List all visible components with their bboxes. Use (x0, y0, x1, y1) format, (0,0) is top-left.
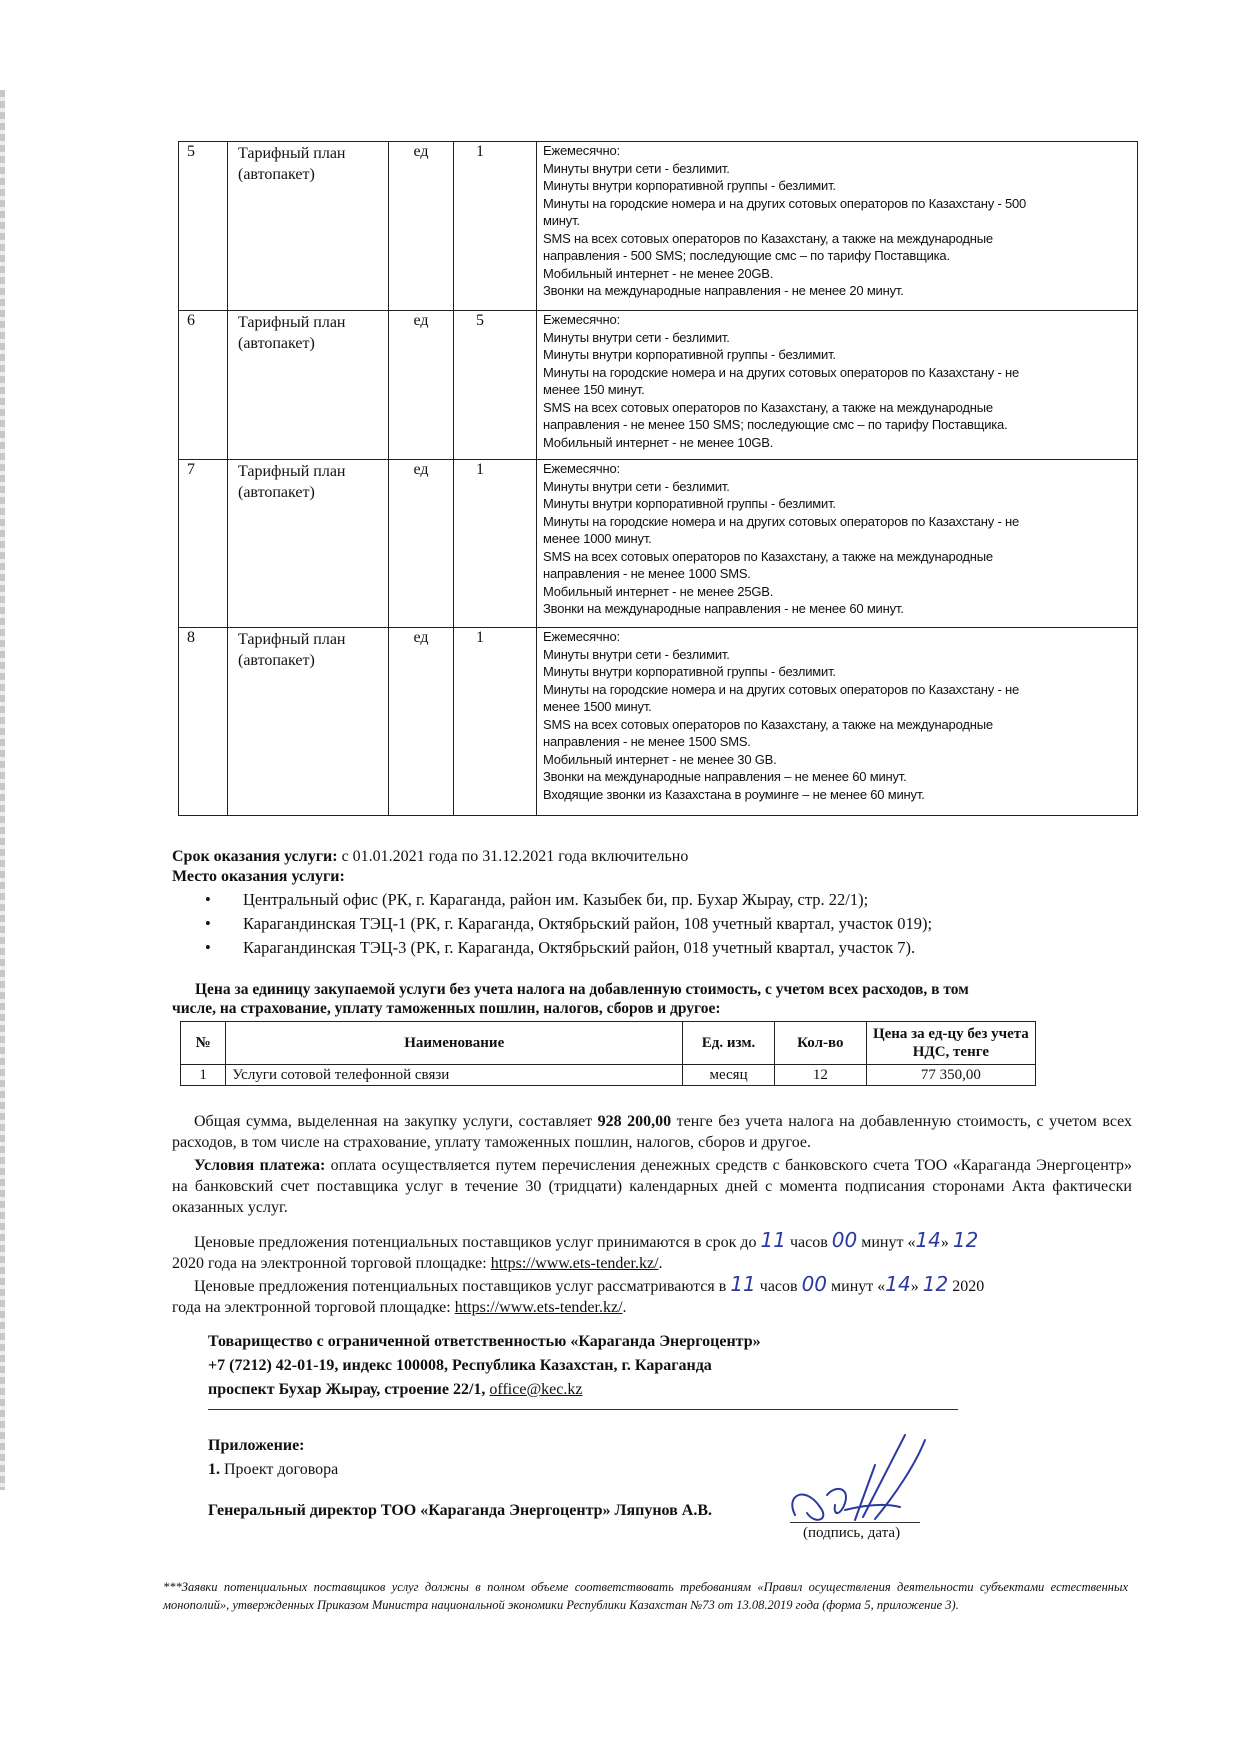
price-heading: Цена за единицу закупаемой услуги без учета налога на добавленную стоимость, с учетом всех расходов, в том (195, 981, 969, 998)
payment-terms-paragraph (172, 1155, 1132, 1218)
handwritten-minute: 00 (831, 1228, 858, 1252)
review-text: часов (755, 1278, 802, 1295)
appendix-number: 1. (208, 1461, 220, 1478)
acceptance-text: . (658, 1255, 663, 1272)
handwritten-month: 12 (952, 1228, 979, 1252)
col-header: Ед. изм. (683, 1022, 775, 1065)
handwritten-day: 14 (915, 1228, 941, 1252)
acceptance-text: минут « (857, 1234, 916, 1251)
footnote: ***Заявки потенциальных поставщиков услуг должны в полном объеме соответствовать требованиям «Правил осуществления деятельности субъектами естественных монополий», утвержденных Приказом Министра национальной экономики Республики Казахстан №73 от 13.08.2019 года (форма 5, приложение 3). (163, 1580, 1128, 1612)
handwritten-month: 12 (922, 1272, 949, 1296)
service-term (172, 846, 688, 867)
handwritten-hour: 11 (730, 1272, 756, 1296)
list-item: • Карагандинская ТЭЦ-1 (РК, г. Караганда, Октябрьский район, 108 учетный квартал, участок 019); (205, 912, 932, 936)
review-text: года на электронной торговой площадке: (172, 1299, 455, 1316)
table-cell: Услуги сотовой телефонной связи (226, 1065, 683, 1086)
row-unit: ед (389, 460, 454, 628)
row-name: Тарифный план (автопакет) (228, 142, 389, 311)
row-description (537, 311, 1138, 460)
review-paragraph (172, 1274, 1132, 1318)
total-text-end: тенге без учета налога на добавленную стоимость, с учетом всех расходов, в том числе на страхование, уплату таможенных пошлин, налогов, сборов и другое. (172, 1113, 1133, 1151)
desc-line: Минуты на городские номера и на других сотовых операторов по Казахстану - не (543, 364, 1020, 380)
desc-line: Минуты внутри корпоративной группы - безлимит. (543, 347, 836, 362)
table-row (179, 142, 1138, 311)
handwritten-minute: 00 (801, 1272, 828, 1296)
desc-line: Мобильный интернет - не менее 25GB. (543, 583, 774, 599)
desc-line: Минуты внутри корпоративной группы - безлимит. (543, 664, 836, 679)
row-number: 6 (179, 311, 228, 460)
desc-line: Мобильный интернет - не менее 10GB. (543, 434, 774, 450)
places-list (205, 888, 932, 960)
row-unit: ед (389, 311, 454, 460)
desc-line: Минуты на городские номера и на других сотовых операторов по Казахстану - 500 (543, 195, 1027, 211)
desc-line: Звонки на международные направления - не менее 20 минут. (543, 283, 904, 298)
col-header: Наименование (226, 1022, 683, 1065)
desc-line: Мобильный интернет - не менее 20GB. (543, 265, 774, 281)
desc-line: Минуты на городские номера и на других сотовых операторов по Казахстану - не (543, 681, 1020, 697)
scan-edge (0, 90, 5, 1490)
desc-line: направления - не менее 1500 SMS. (543, 734, 751, 749)
handwritten-hour: 11 (760, 1228, 786, 1252)
table-row (181, 1065, 1036, 1086)
desc-line: менее 150 минут. (543, 382, 645, 397)
appendix-block (208, 1434, 338, 1482)
row-qty: 1 (454, 460, 537, 628)
table-cell: 1 (181, 1065, 226, 1086)
table-row (179, 628, 1138, 816)
company-address-text: проспект Бухар Жырау, строение 22/1, (208, 1381, 490, 1398)
acceptance-text: Ценовые предложения потенциальных поставщиков услуг принимаются в срок до (194, 1234, 761, 1251)
row-description (537, 628, 1138, 816)
total-amount-paragraph (172, 1111, 1132, 1153)
desc-line: Минуты на городские номера и на других сотовых операторов по Казахстану - не (543, 513, 1020, 529)
ets-tender-link[interactable]: https://www.ets-tender.kz/ (454, 1299, 623, 1316)
desc-line: Минуты внутри сети - безлимит. (543, 646, 730, 662)
divider (208, 1409, 958, 1410)
row-description (537, 142, 1138, 311)
row-description (537, 460, 1138, 628)
desc-line: Звонки на международные направления - не менее 60 минут. (543, 601, 904, 616)
desc-line: Ежемесячно: (543, 143, 620, 158)
price-table (180, 1021, 1036, 1086)
ets-tender-link[interactable]: https://www.ets-tender.kz/ (490, 1255, 659, 1272)
acceptance-paragraph (172, 1230, 1132, 1274)
table-cell: 77 350,00 (866, 1065, 1035, 1086)
table-cell: 12 (774, 1065, 866, 1086)
desc-line: SMS на всех сотовых операторов по Казахстану, а также на международные (543, 716, 993, 732)
desc-line: Минуты внутри корпоративной группы - безлимит. (543, 178, 836, 193)
company-email-link[interactable]: office@kec.kz (489, 1381, 583, 1398)
appendix-label: Приложение: (208, 1437, 305, 1454)
desc-line: направления - 500 SMS; последующие смс – по тарифу Поставщика. (543, 248, 950, 263)
signature-image (775, 1425, 955, 1535)
payment-label: Условия платежа: (194, 1157, 326, 1174)
desc-line: Ежемесячно: (543, 312, 620, 327)
desc-line: Входящие звонки из Казахстана в роуминге – не менее 60 минут. (543, 786, 925, 802)
appendix-text: Проект договора (220, 1461, 339, 1478)
service-term-text: с 01.01.2021 года по 31.12.2021 года включительно (337, 848, 689, 865)
handwritten-day: 14 (885, 1272, 911, 1296)
tariff-table (178, 141, 1138, 816)
row-unit: ед (389, 628, 454, 816)
total-amount: 928 200,00 (597, 1113, 672, 1130)
row-number: 7 (179, 460, 228, 628)
desc-line: менее 1000 минут. (543, 531, 652, 546)
review-text: » (910, 1278, 923, 1295)
company-block (208, 1330, 761, 1402)
review-text: 2020 (948, 1278, 985, 1295)
row-unit: ед (389, 142, 454, 311)
col-header: Цена за ед-цу без учета НДС, тенге (866, 1022, 1035, 1065)
table-row (179, 311, 1138, 460)
total-text: Общая сумма, выделенная на закупку услуги, составляет (194, 1113, 598, 1130)
company-address (208, 1378, 761, 1402)
row-qty: 1 (454, 142, 537, 311)
row-name: Тарифный план (автопакет) (228, 460, 389, 628)
row-name: Тарифный план (автопакет) (228, 628, 389, 816)
acceptance-text: часов (785, 1234, 832, 1251)
desc-line: Минуты внутри сети - безлимит. (543, 160, 730, 176)
row-qty: 5 (454, 311, 537, 460)
desc-line: Мобильный интернет - не менее 30 GB. (543, 751, 777, 767)
desc-line: направления - не менее 1000 SMS. (543, 566, 751, 581)
payment-text: оплата осуществляется путем перечисления денежных средств с банковского счета ТОО «Караганда Энергоцентр» на банковский счет поставщика услуг в течение 30 (тридцати) календарных дней с момента подписания сторонами Акта фактически оказанных услуг. (172, 1157, 1132, 1216)
table-cell: месяц (683, 1065, 775, 1086)
acceptance-text: » (940, 1234, 953, 1251)
place-label: Место оказания услуги: (172, 868, 345, 885)
desc-line: менее 1500 минут. (543, 699, 652, 714)
desc-line: Минуты внутри сети - безлимит. (543, 478, 730, 494)
desc-line: SMS на всех сотовых операторов по Казахстану, а также на международные (543, 230, 993, 246)
desc-line: Звонки на международные направления – не менее 60 минут. (543, 769, 907, 784)
desc-line: минут. (543, 213, 580, 228)
review-text: минут « (827, 1278, 886, 1295)
signature-caption: (подпись, дата) (803, 1525, 901, 1541)
table-header-row (181, 1022, 1036, 1065)
row-qty: 1 (454, 628, 537, 816)
review-text: . (622, 1299, 627, 1316)
signatory-line: Генеральный директор ТОО «Караганда Энергоцентр» Ляпунов А.В. (208, 1502, 712, 1519)
list-item: • Центральный офис (РК, г. Караганда, район им. Казыбек би, пр. Бухар Жырау, стр. 22/1); (205, 888, 932, 912)
appendix-item (208, 1458, 338, 1482)
review-text: Ценовые предложения потенциальных поставщиков услуг рассматриваются в (194, 1278, 731, 1295)
list-item: • Карагандинская ТЭЦ-3 (РК, г. Караганда, Октябрьский район, 018 учетный квартал, участок 7). (205, 936, 932, 960)
row-number: 8 (179, 628, 228, 816)
desc-line: Ежемесячно: (543, 629, 620, 644)
company-name: Товарищество с ограниченной ответственностью «Караганда Энергоцентр» (208, 1333, 761, 1350)
desc-line: SMS на всех сотовых операторов по Казахстану, а также на международные (543, 399, 993, 415)
desc-line: направления - не менее 150 SMS; последующие смс – по тарифу Поставщика. (543, 417, 1008, 432)
row-name: Тарифный план (автопакет) (228, 311, 389, 460)
acceptance-text: 2020 года на электронной торговой площадке: (172, 1255, 491, 1272)
price-heading-cont: числе, на страхование, уплату таможенных пошлин, налогов, сборов и другое: (172, 1000, 721, 1017)
col-header: № (181, 1022, 226, 1065)
desc-line: Ежемесячно: (543, 461, 620, 476)
desc-line: Минуты внутри сети - безлимит. (543, 329, 730, 345)
service-term-label: Срок оказания услуги: (172, 848, 338, 865)
desc-line: Минуты внутри корпоративной группы - безлимит. (543, 496, 836, 511)
company-contacts: +7 (7212) 42-01-19, индекс 100008, Республика Казахстан, г. Караганда (208, 1357, 712, 1374)
desc-line: SMS на всех сотовых операторов по Казахстану, а также на международные (543, 548, 993, 564)
row-number: 5 (179, 142, 228, 311)
table-row (179, 460, 1138, 628)
col-header: Кол-во (774, 1022, 866, 1065)
